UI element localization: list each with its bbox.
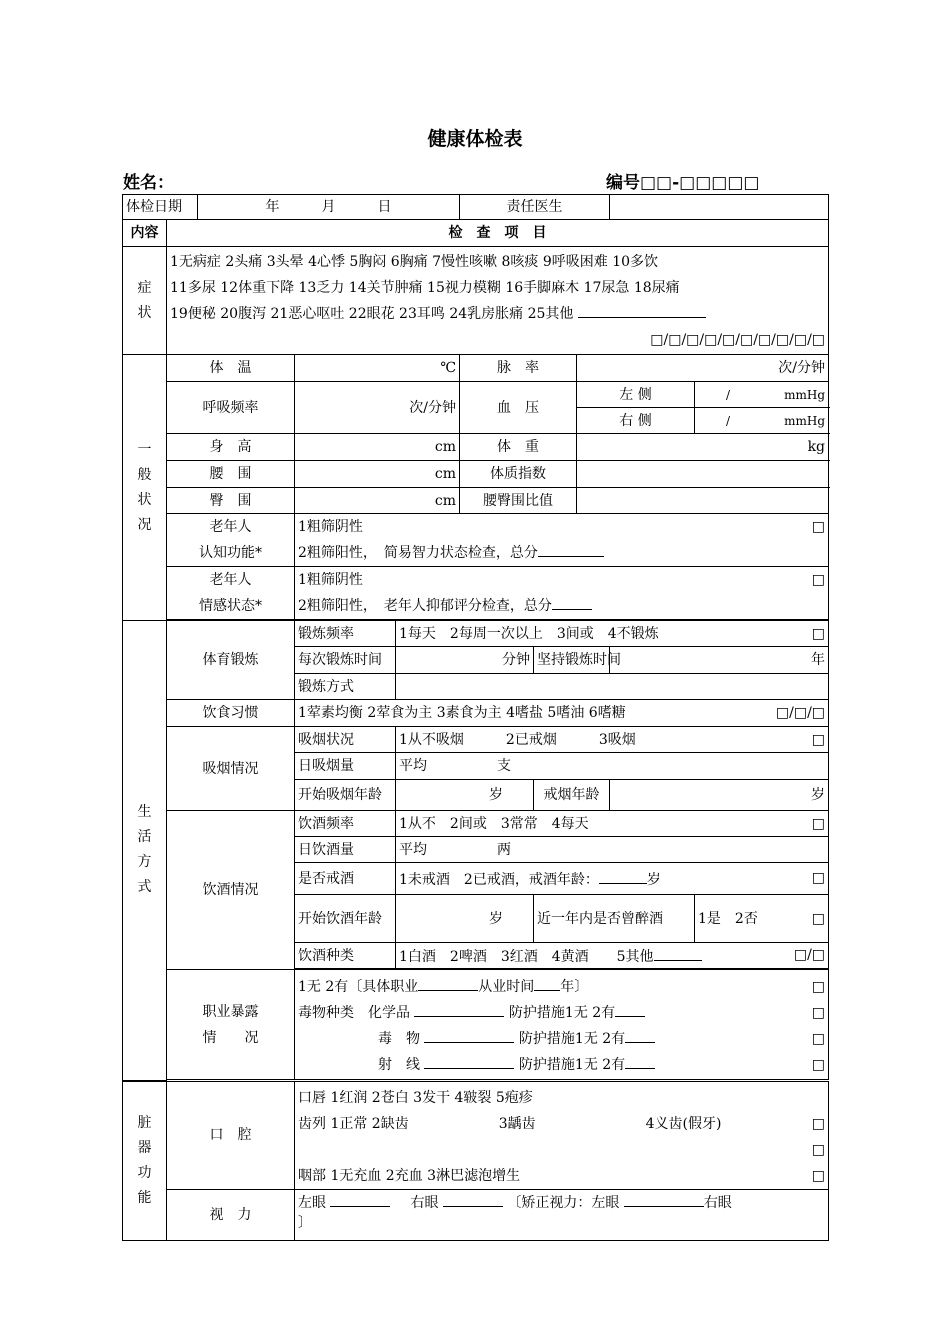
temp-label: 体 温 xyxy=(167,355,295,382)
content-label: 内容 xyxy=(123,220,167,247)
drink-type-label: 饮酒种类 xyxy=(295,943,396,969)
drink-daily-field[interactable]: 平均 两 xyxy=(396,837,829,863)
health-exam-table xyxy=(122,194,829,1241)
bp-label: 血 压 xyxy=(460,382,577,434)
diet-label: 饮食习惯 xyxy=(167,700,295,727)
doctor-field[interactable] xyxy=(610,195,829,220)
drink-quit-field[interactable]: 1未戒酒 2已戒酒，戒酒年龄： 岁 □ xyxy=(396,863,829,895)
smoke-status-label: 吸烟状况 xyxy=(295,727,396,753)
code-label: 编号□□-□□□□□ xyxy=(606,173,760,193)
ex-time-field[interactable]: 分钟 xyxy=(396,647,534,674)
smoke-daily-field[interactable]: 平均 支 xyxy=(396,753,829,780)
ex-time-label: 每次锻炼时间 xyxy=(295,647,396,674)
weight-label: 体 重 xyxy=(460,434,577,461)
ex-freq-label: 锻炼频率 xyxy=(295,621,396,647)
smoke-start-label: 开始吸烟年龄 xyxy=(295,780,396,811)
name-label: 姓名： xyxy=(123,173,174,193)
bmi-field[interactable] xyxy=(577,461,829,488)
drunk-field[interactable]: 1是 2否 □ xyxy=(695,895,829,943)
bp-right-label: 右 侧 xyxy=(577,408,695,434)
pulse-label: 脉 率 xyxy=(460,355,577,382)
drink-quit-label: 是否戒酒 xyxy=(295,863,396,895)
smoke-daily-label: 日吸烟量 xyxy=(295,753,396,780)
symptoms-line1: 1无病症 2头痛 3头晕 4心悸 5胸闷 6胸痛 7慢性咳嗽 8咳痰 9呼吸困难 10多饮 xyxy=(170,254,659,270)
symptoms-line2: 11多尿 12体重下降 13乏力 14关节肿痛 15视力模糊 16手脚麻木 17尿急 18尿痛 xyxy=(170,280,680,296)
symptoms-cell[interactable] xyxy=(167,247,829,355)
drink-daily-label: 日饮酒量 xyxy=(295,837,396,863)
organ-section: 脏 器 功 能 xyxy=(123,1081,167,1240)
bp-left-field[interactable]: / mmHg xyxy=(695,382,829,408)
cognition-field[interactable]: 1粗筛阴性 □ 2粗筛阳性， 简易智力状态检查，总分 xyxy=(295,514,829,567)
diet-field[interactable]: 1荤素均衡 2荤食为主 3素食为主 4嗜盐 5嗜油 6嗜糖 □/□/□ xyxy=(295,700,829,727)
mouth-field[interactable]: 口唇 1红润 2苍白 3发干 4皲裂 5疱疹 齿列 1正常 2缺齿 3龋齿 4义齿(假牙) □ □ 咽部 1无充血 2充血 3淋巴滤泡增生 □ xyxy=(295,1081,829,1189)
drink-start-field[interactable]: 岁 xyxy=(396,895,534,943)
temp-field[interactable]: ℃ xyxy=(295,355,460,382)
exam-date-label: 体检日期 xyxy=(123,195,198,220)
ex-method-label: 锻炼方式 xyxy=(295,674,396,700)
form-title: 健康体检表 xyxy=(427,128,523,150)
hip-field[interactable]: cm xyxy=(295,488,460,514)
hip-label: 臀 围 xyxy=(167,488,295,514)
symptoms-checkboxes[interactable]: □/□/□/□/□/□/□/□/□/□ xyxy=(650,332,826,348)
ex-persist-field[interactable]: 年 xyxy=(610,647,829,674)
whr-field[interactable] xyxy=(577,488,829,514)
emotion-field[interactable]: 1粗筛阴性 □ 2粗筛阳性， 老年人抑郁评分检查，总分 xyxy=(295,567,829,620)
pulse-field[interactable]: 次/分钟 xyxy=(577,355,829,382)
symptoms-line3: 19便秘 20腹泻 21恶心呕吐 22眼花 23耳鸣 24乳房胀痛 25其他 xyxy=(170,301,825,327)
ex-persist-label: 坚持锻炼时间 xyxy=(534,647,610,674)
ex-method-field[interactable] xyxy=(396,674,829,700)
drunk-label: 近一年内是否曾醉酒 xyxy=(534,895,695,943)
items-label: 检 查 项 目 xyxy=(167,220,829,247)
cognition-label: 老年人 认知功能* xyxy=(167,514,295,567)
quit-age-label: 戒烟年龄 xyxy=(534,780,610,811)
drink-start-label: 开始饮酒年龄 xyxy=(295,895,396,943)
weight-field[interactable]: kg xyxy=(577,434,829,461)
exercise-label: 体育锻炼 xyxy=(167,621,295,700)
height-label: 身 高 xyxy=(167,434,295,461)
drink-freq-field[interactable]: 1从不 2间或 3常常 4每天 □ xyxy=(396,811,829,837)
mouth-label: 口 腔 xyxy=(167,1081,295,1189)
quit-age-field[interactable]: 岁 xyxy=(610,780,829,811)
smoke-status-field[interactable]: 1从不吸烟 2已戒烟 3吸烟 □ xyxy=(396,727,829,753)
occupation-label: 职业暴露 情 况 xyxy=(167,970,295,1080)
drink-freq-label: 饮酒频率 xyxy=(295,811,396,837)
resp-label: 呼吸频率 xyxy=(167,382,295,434)
smoke-label: 吸烟情况 xyxy=(167,727,295,811)
occupation-field[interactable]: 1无 2有〔具体职业 从业时间 年〕 □ 毒物种类 化学品 防护措施1无 2有 □ 毒 物 防护措施1无 2有 □ 射 线 防护措施1无 2有 □ xyxy=(295,970,829,1080)
whr-label: 腰臀围比值 xyxy=(460,488,577,514)
waist-field[interactable]: cm xyxy=(295,461,460,488)
ex-freq-field[interactable]: 1每天 2每周一次以上 3间或 4不锻炼 □ xyxy=(396,621,829,647)
vision-field[interactable]: 左眼 右眼 〔矫正视力：左眼 右眼 〕 xyxy=(295,1189,829,1240)
height-field[interactable]: cm xyxy=(295,434,460,461)
exam-date-field[interactable]: 年 月 日 xyxy=(198,195,460,220)
resp-field[interactable]: 次/分钟 xyxy=(295,382,460,434)
drink-type-field[interactable]: 1白酒 2啤酒 3红酒 4黄酒 5其他 □/□ xyxy=(396,943,829,969)
drink-label: 饮酒情况 xyxy=(167,811,295,970)
vision-label: 视 力 xyxy=(167,1189,295,1240)
general-section: 一 般 状 况 xyxy=(123,355,167,621)
smoke-start-field[interactable]: 岁 xyxy=(396,780,534,811)
bp-left-label: 左 侧 xyxy=(577,382,695,408)
lifestyle-section: 生 活 方 式 xyxy=(123,621,167,1081)
bmi-label: 体质指数 xyxy=(460,461,577,488)
emotion-label: 老年人 情感状态* xyxy=(167,567,295,620)
bp-right-field[interactable]: / mmHg xyxy=(695,408,829,434)
symptoms-section: 症 状 xyxy=(123,247,167,355)
doctor-label: 责任医生 xyxy=(460,195,610,220)
waist-label: 腰 围 xyxy=(167,461,295,488)
